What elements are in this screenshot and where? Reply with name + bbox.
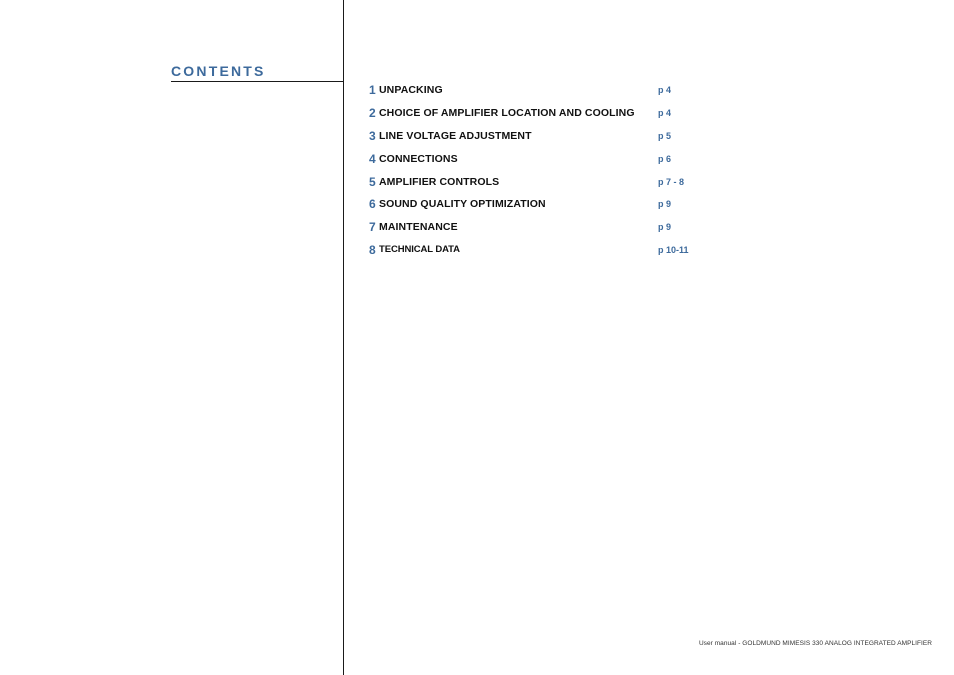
column-divider bbox=[343, 0, 344, 675]
contents-heading-rule bbox=[171, 81, 343, 82]
toc-entry-label: SOUND QUALITY OPTIMIZATION bbox=[379, 198, 546, 211]
toc-entry-page: p 4 bbox=[658, 108, 672, 119]
toc-entry-page: p 4 bbox=[658, 85, 672, 96]
toc-entry-label: LINE VOLTAGE ADJUSTMENT bbox=[379, 129, 532, 142]
toc-entry-label: MAINTENANCE bbox=[379, 221, 458, 234]
toc-entry-location-cooling[interactable] bbox=[369, 102, 729, 125]
toc-entry-number: 8 bbox=[369, 242, 376, 257]
toc-entry-maintenance[interactable] bbox=[369, 216, 729, 239]
toc-entry-technical-data[interactable] bbox=[369, 239, 729, 262]
toc-entry-unpacking[interactable] bbox=[369, 79, 729, 102]
toc-entry-amplifier-controls[interactable] bbox=[369, 170, 729, 193]
toc-entry-sound-quality[interactable] bbox=[369, 193, 729, 216]
toc-entry-number: 1 bbox=[369, 83, 376, 98]
toc-entry-connections[interactable] bbox=[369, 147, 729, 170]
contents-heading: CONTENTS bbox=[171, 63, 266, 79]
toc-entry-label: CONNECTIONS bbox=[379, 152, 458, 165]
table-of-contents bbox=[369, 79, 729, 261]
toc-entry-page: p 9 bbox=[658, 199, 672, 210]
toc-entry-label: TECHNICAL DATA bbox=[379, 244, 460, 256]
toc-entry-page: p 10-11 bbox=[658, 244, 689, 255]
toc-entry-label: UNPACKING bbox=[379, 84, 443, 97]
toc-entry-label: CHOICE OF AMPLIFIER LOCATION AND COOLING bbox=[379, 107, 635, 120]
toc-entry-number: 5 bbox=[369, 174, 376, 189]
toc-entry-label: AMPLIFIER CONTROLS bbox=[379, 175, 500, 188]
toc-entry-page: p 6 bbox=[658, 153, 672, 164]
toc-entry-number: 4 bbox=[369, 151, 376, 166]
toc-entry-number: 3 bbox=[369, 128, 376, 143]
toc-entry-number: 2 bbox=[369, 106, 376, 121]
toc-entry-number: 6 bbox=[369, 197, 376, 212]
toc-entry-number: 7 bbox=[369, 220, 376, 235]
toc-entry-line-voltage[interactable] bbox=[369, 125, 729, 148]
toc-entry-page: p 7 - 8 bbox=[658, 176, 685, 187]
page-footer: User manual - GOLDMUND MIMESIS 330 ANALOG INTEGRATED AMPLIFIER bbox=[698, 640, 932, 647]
toc-entry-page: p 9 bbox=[658, 222, 672, 233]
toc-entry-page: p 5 bbox=[658, 130, 672, 141]
